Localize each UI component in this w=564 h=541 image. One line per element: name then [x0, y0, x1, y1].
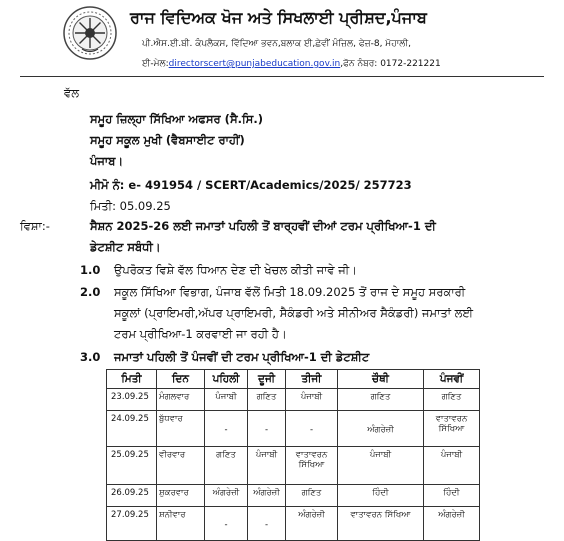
org-address: ਪੀ.ਐਸ.ਈ.ਬੀ. ਕੰਪਲੈਕਸ, ਵਿੱਦਿਆ ਭਵਨ,ਬਲਾਕ ਈ,ਛੇਵੀਂ ਮੰਜ਼ਿਲ, ਫੇਜ਼-8, ਮੋਹਾਲੀ,	[142, 39, 411, 49]
table-cell: 23.09.25	[107, 389, 157, 411]
seal-icon	[62, 5, 118, 61]
col-header: ਚੌਥੀ	[338, 370, 424, 389]
memo-date: ਮਿਤੀ: 05.09.25	[90, 199, 171, 213]
para-1-line-1: ਉਪਰੋਕਤ ਵਿਸ਼ੇ ਵੱਲ ਧਿਆਨ ਦੇਣ ਦੀ ਖੇਚਲ ਕੀਤੀ ਜਾਵੇ ਜੀ।	[114, 263, 357, 277]
para-2-line-3: ਟਰਮ ਪ੍ਰੀਖਿਆ-1 ਕਰਵਾਈ ਜਾ ਰਹੀ ਹੈ।	[114, 327, 287, 341]
table-cell: ਗਣਿਤ	[424, 389, 480, 411]
table-row	[107, 507, 480, 541]
table-cell: 27.09.25	[107, 507, 157, 541]
table-cell: ਸ਼ਨੀਵਾਰ	[157, 507, 205, 541]
table-cell: ਸ਼ੁਕਰਵਾਰ	[157, 485, 205, 507]
table-cell: 24.09.25	[107, 411, 157, 447]
table-cell: ਵਾਤਾਵਰਨ ਸਿੱਖਿਆ	[424, 411, 480, 447]
para-2-line-1: ਸਕੂਲ ਸਿੱਖਿਆ ਵਿਭਾਗ, ਪੰਜਾਬ ਵੱਲੋਂ ਮਿਤੀ 18.09.2025 ਤੋਂ ਰਾਜ ਦੇ ਸਮੂਹ ਸਰਕਾਰੀ	[114, 285, 466, 299]
contact-line	[142, 59, 441, 69]
para-number: 2.0	[80, 285, 101, 299]
table-cell: ਮੰਗਲਵਾਰ	[157, 389, 205, 411]
col-header: ਪਹਿਲੀ	[205, 370, 248, 389]
table-cell: ਪੰਜਾਬੀ	[286, 389, 338, 411]
email-link[interactable]: directorscert@punjabeducation.gov.in	[168, 59, 341, 69]
para-number: 3.0	[80, 350, 101, 364]
table-cell: 25.09.25	[107, 447, 157, 485]
table-cell: ਗਣਿਤ	[338, 389, 424, 411]
table-cell: ਅੰਗਰੇਜ਼ੀ	[286, 507, 338, 541]
para-3-heading: ਜਮਾਤਾਂ ਪਹਿਲੀ ਤੋਂ ਪੰਜਵੀਂ ਦੀ ਟਰਮ ਪ੍ਰੀਖਿਆ-1 ਦੀ ਡੇਟਸ਼ੀਟ	[114, 350, 370, 364]
table-cell: ਗਣਿਤ	[286, 485, 338, 507]
table-cell: ਹਿੰਦੀ	[338, 485, 424, 507]
recipient-line-2: ਸਮੂਹ ਸਕੂਲ ਮੁਖੀ (ਵੈਬਸਾਈਟ ਰਾਹੀਂ)	[90, 133, 245, 147]
table-cell: ਪੰਜਾਬੀ	[338, 447, 424, 485]
table-cell: -	[205, 411, 248, 447]
to-label: ਵੱਲ	[64, 86, 79, 100]
subject-line-2: ਡੇਟਸ਼ੀਟ ਸਬੰਧੀ।	[90, 240, 161, 254]
table-header-row	[107, 370, 480, 389]
phone-text: ,ਫੋਨ ਨੰਬਰ: 0172-221221	[340, 59, 441, 69]
subject-label: ਵਿਸ਼ਾ:-	[20, 219, 50, 233]
table-cell: ਹਿੰਦੀ	[424, 485, 480, 507]
table-cell: ਅੰਗਰੇਜ਼ੀ	[338, 411, 424, 447]
table-cell: ਗਣਿਤ	[205, 447, 248, 485]
table-row	[107, 389, 480, 411]
table-cell: ਵਾਤਾਵਰਨ ਸਿੱਖਿਆ	[286, 447, 338, 485]
table-cell: ਵਾਤਾਵਰਨ ਸਿੱਖਿਆ	[338, 507, 424, 541]
table-cell: ਵੀਰਵਾਰ	[157, 447, 205, 485]
para-2-line-2: ਸਕੂਲਾਂ (ਪ੍ਰਾਇਮਰੀ,ਅੱਪਰ ਪ੍ਰਾਇਮਰੀ, ਸੈਕੰਡਰੀ ਅਤੇ ਸੀਨੀਅਰ ਸੈਕੰਡਰੀ) ਜਮਾਤਾਂ ਲਈ	[114, 306, 474, 320]
email-label: ਈ-ਮੇਲ:	[142, 59, 169, 69]
org-title: ਰਾਜ ਵਿਦਿਅਕ ਖੋਜ ਅਤੇ ਸਿਖਲਾਈ ਪ੍ਰੀਸ਼ਦ,ਪੰਜਾਬ	[130, 8, 427, 27]
col-header: ਮਿਤੀ	[107, 370, 157, 389]
recipient-line-3: ਪੰਜਾਬ।	[90, 154, 124, 168]
scert-logo	[62, 5, 118, 61]
subject-line-1: ਸੈਸ਼ਨ 2025-26 ਲਈ ਜਮਾਤਾਂ ਪਹਿਲੀ ਤੋਂ ਬਾਰ੍ਹਵੀਂ ਦੀਆਂ ਟਰਮ ਪ੍ਰੀਖਿਆ-1 ਦੀ	[90, 219, 436, 233]
table-cell: ਅੰਗਰੇਜ਼ੀ	[424, 507, 480, 541]
table-cell: -	[248, 507, 286, 541]
datesheet-table	[106, 369, 480, 541]
table-cell: ਅੰਗਰੇਜ਼ੀ	[248, 485, 286, 507]
header-divider	[20, 76, 544, 77]
table-cell: ਪੰਜਾਬੀ	[205, 389, 248, 411]
table-cell: ਗਣਿਤ	[248, 389, 286, 411]
memo-number: ਮੀਮੋ ਨੰ: e- 491954 / SCERT/Academics/2025/ 257723	[90, 178, 412, 192]
col-header: ਦੂਜੀ	[248, 370, 286, 389]
table-cell: -	[248, 411, 286, 447]
recipient-line-1: ਸਮੂਹ ਜ਼ਿਲ੍ਹਾ ਸਿੱਖਿਆ ਅਫਸਰ (ਸੈ.ਸਿ.)	[90, 112, 263, 126]
table-cell: ਪੰਜਾਬੀ	[424, 447, 480, 485]
table-cell: ਅੰਗਰੇਜ਼ੀ	[205, 485, 248, 507]
table-cell: ਪੰਜਾਬੀ	[248, 447, 286, 485]
col-header: ਤੀਜੀ	[286, 370, 338, 389]
table-cell: ਬੁੱਧਵਾਰ	[157, 411, 205, 447]
table-cell: -	[205, 507, 248, 541]
para-number: 1.0	[80, 263, 101, 277]
table-row	[107, 485, 480, 507]
table-row	[107, 447, 480, 485]
table-row	[107, 411, 480, 447]
table-cell: 26.09.25	[107, 485, 157, 507]
col-header: ਪੰਜਵੀਂ	[424, 370, 480, 389]
table-cell: -	[286, 411, 338, 447]
col-header: ਦਿਨ	[157, 370, 205, 389]
